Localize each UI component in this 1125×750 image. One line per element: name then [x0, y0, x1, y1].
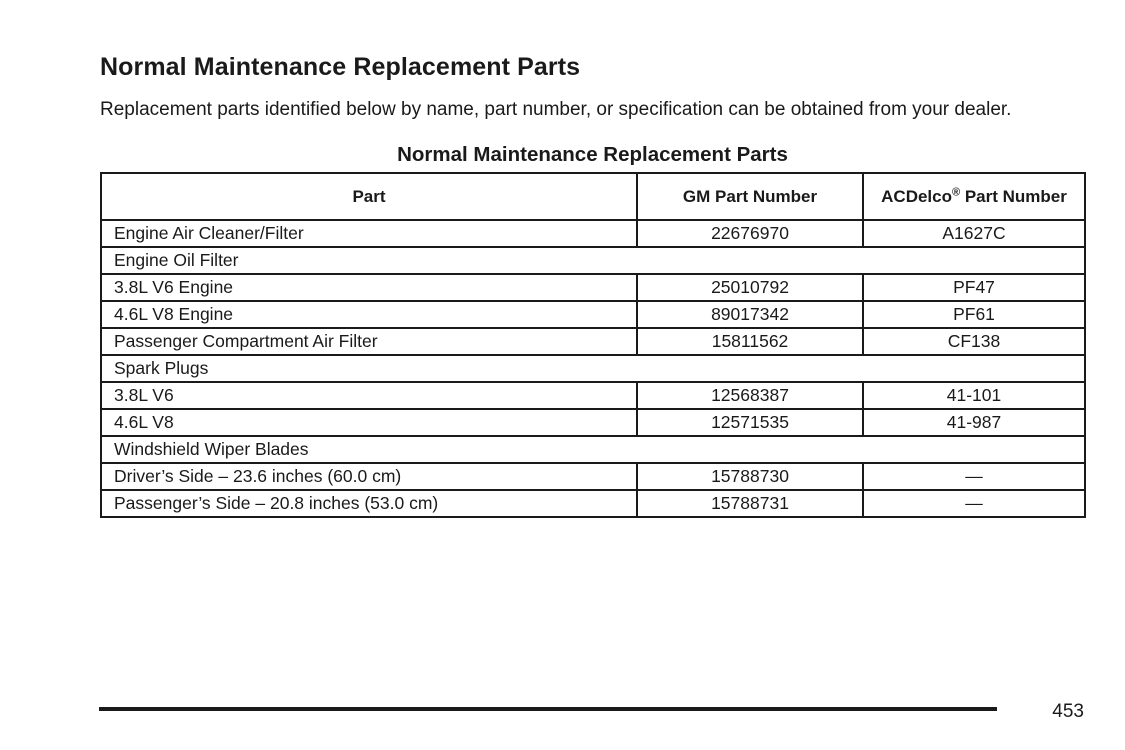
- row-gm-part-number: 25010792: [637, 274, 863, 301]
- table-group-row: [101, 355, 1085, 382]
- row-acdelco-part-number: —: [863, 490, 1085, 517]
- row-gm-part-number: 15811562: [637, 328, 863, 355]
- row-part-name: 4.6L V8 Engine: [101, 301, 637, 328]
- header-gm-part-number: GM Part Number: [637, 173, 863, 220]
- intro-paragraph: Replacement parts identified below by name, part number, or specification can be obtained from your dealer.: [100, 99, 1012, 120]
- row-part-name: Driver’s Side – 23.6 inches (60.0 cm): [101, 463, 637, 490]
- row-part-name: Passenger’s Side – 20.8 inches (53.0 cm): [101, 490, 637, 517]
- row-gm-part-number: 15788731: [637, 490, 863, 517]
- table-row: [101, 409, 1085, 436]
- group-label: Windshield Wiper Blades: [101, 436, 1085, 463]
- header-acdelco-part-number: [863, 173, 1085, 220]
- row-gm-part-number: 15788730: [637, 463, 863, 490]
- group-label: Spark Plugs: [101, 355, 1085, 382]
- table-row: [101, 382, 1085, 409]
- table-group-row: [101, 436, 1085, 463]
- page-number: 453: [1052, 701, 1084, 722]
- table-header-row: [101, 173, 1085, 220]
- header-acdelco-suffix: Part Number: [960, 186, 1067, 206]
- row-part-name: Engine Air Cleaner/Filter: [101, 220, 637, 247]
- row-gm-part-number: 89017342: [637, 301, 863, 328]
- table-title: Normal Maintenance Replacement Parts: [397, 143, 788, 166]
- row-acdelco-part-number: PF61: [863, 301, 1085, 328]
- row-part-name: 3.8L V6: [101, 382, 637, 409]
- footer-rule: [99, 707, 997, 711]
- row-acdelco-part-number: —: [863, 463, 1085, 490]
- table-row: [101, 328, 1085, 355]
- table-row: [101, 220, 1085, 247]
- parts-table: [100, 172, 1086, 518]
- page-heading: Normal Maintenance Replacement Parts: [100, 53, 581, 81]
- row-gm-part-number: 12571535: [637, 409, 863, 436]
- row-gm-part-number: 22676970: [637, 220, 863, 247]
- group-label: Engine Oil Filter: [101, 247, 1085, 274]
- row-part-name: 4.6L V8: [101, 409, 637, 436]
- row-part-name: Passenger Compartment Air Filter: [101, 328, 637, 355]
- table-row: [101, 463, 1085, 490]
- header-part: Part: [101, 173, 637, 220]
- header-acdelco-brand: ACDelco: [881, 186, 952, 206]
- row-acdelco-part-number: 41-987: [863, 409, 1085, 436]
- row-acdelco-part-number: 41-101: [863, 382, 1085, 409]
- registered-mark: ®: [952, 185, 961, 198]
- row-acdelco-part-number: A1627C: [863, 220, 1085, 247]
- row-part-name: 3.8L V6 Engine: [101, 274, 637, 301]
- row-acdelco-part-number: CF138: [863, 328, 1085, 355]
- table-group-row: [101, 247, 1085, 274]
- table-row: [101, 301, 1085, 328]
- table-row: [101, 274, 1085, 301]
- table-row: [101, 490, 1085, 517]
- row-acdelco-part-number: PF47: [863, 274, 1085, 301]
- row-gm-part-number: 12568387: [637, 382, 863, 409]
